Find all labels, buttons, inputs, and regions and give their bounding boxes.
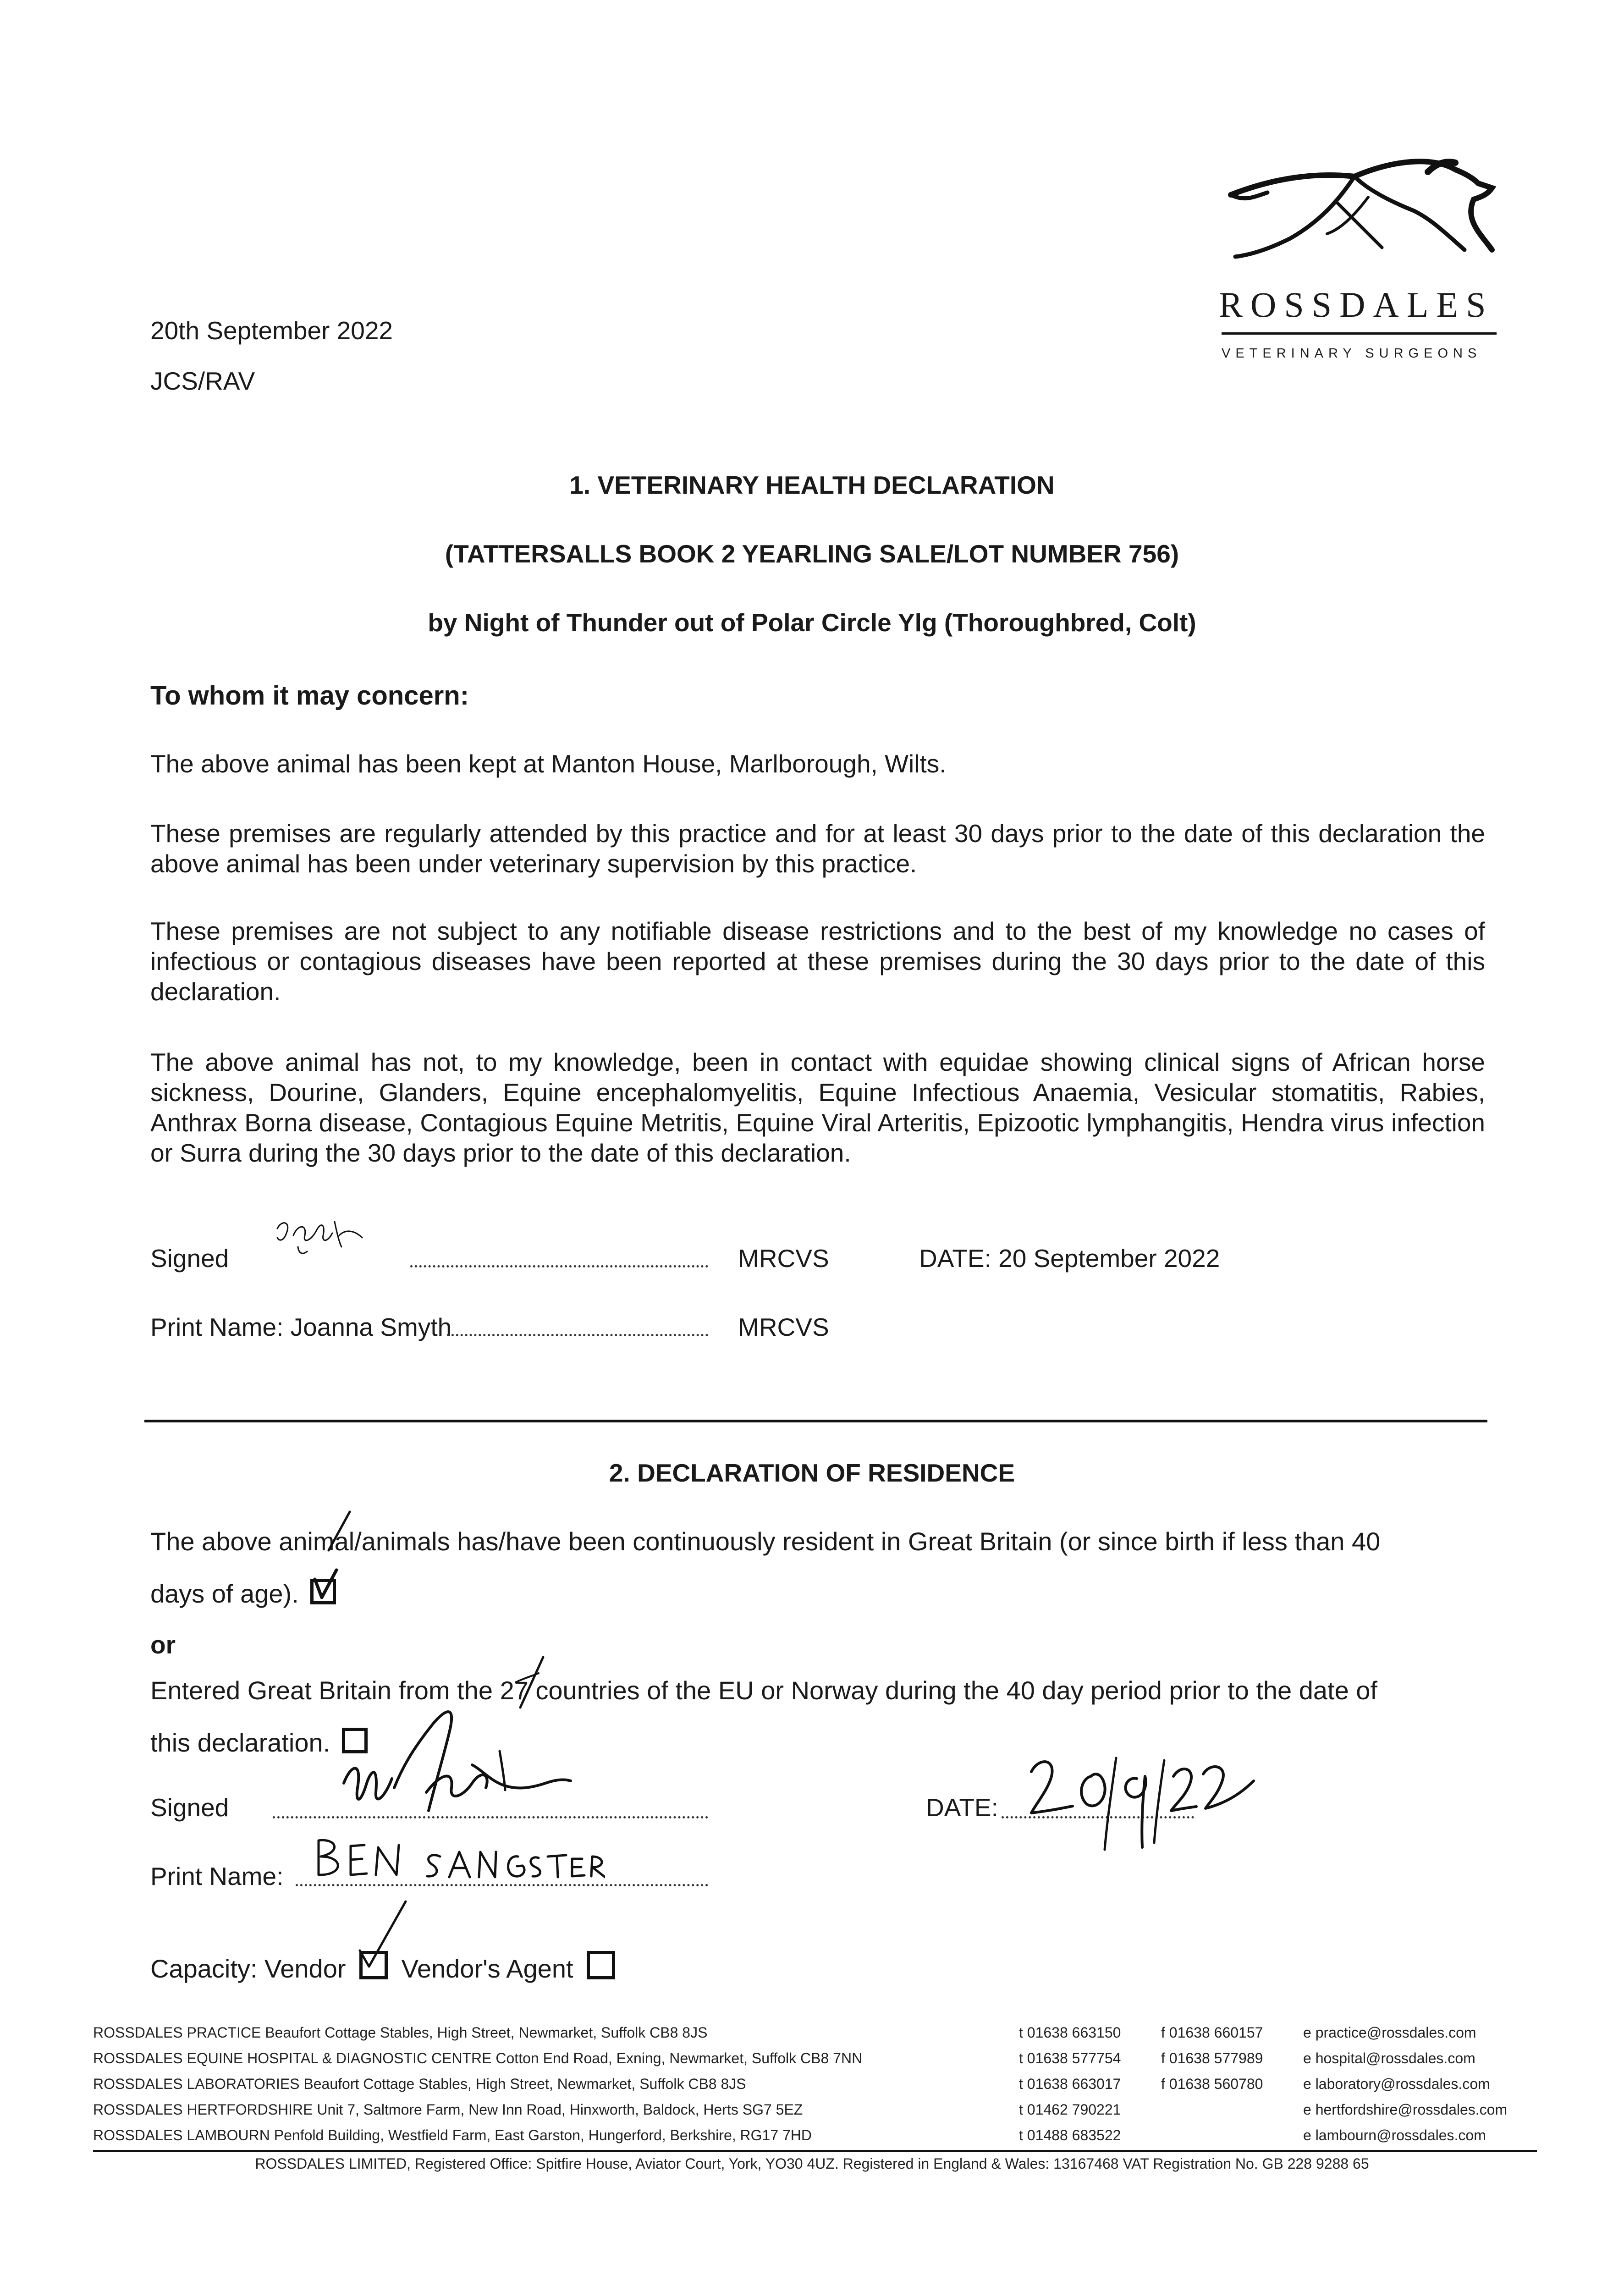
signed-label: Signed	[150, 1244, 229, 1273]
logo-wordmark: ROSSDALES	[1219, 285, 1494, 325]
section1-title: 1. VETERINARY HEALTH DECLARATION	[569, 471, 1055, 499]
logo-divider	[1222, 332, 1497, 335]
office-name: ROSSDALES LABORATORIES Beaufort Cottage Stables, High Street, Newmarket, Suffolk CB8 8JS	[93, 2076, 746, 2092]
mrcvs-label: MRCVS	[738, 1244, 829, 1273]
office-tel: t 01638 663017	[1019, 2076, 1121, 2092]
horse-logo-icon	[1217, 151, 1501, 289]
declaration-date: DATE: 20 September 2022	[919, 1244, 1220, 1273]
logo-tagline: VETERINARY SURGEONS	[1222, 346, 1482, 361]
entered-line-2-text: this declaration.	[150, 1728, 330, 1757]
paragraph-contact: The above animal has not, to my knowledge, been in contact with equidae showing clinical signs of African horse sickness, Dourine, Glanders, Equine encephalomyelitis, Equine Infectious Anaemia, Vesicular stomatitis, Rabies, Anthrax Borna disease, Contagious Equine Metritis, Equine Viral Arteritis, Epizootic lymphangitis, Hendra virus infection or Surra during the 30 days prior to the date of this declaration.	[150, 1048, 1485, 1167]
print-name-line	[447, 1334, 708, 1336]
office-fax: f 01638 660157	[1161, 2024, 1263, 2041]
agent-checkbox[interactable]	[587, 1951, 615, 1979]
section1-subtitle: (TATTERSALLS BOOK 2 YEARLING SALE/LOT NUMBER 756)	[445, 540, 1179, 568]
office-fax: f 01638 577989	[1161, 2050, 1263, 2066]
section2-signed-label: Signed	[150, 1793, 229, 1822]
section2-title: 2. DECLARATION OF RESIDENCE	[609, 1459, 1015, 1487]
office-fax: f 01638 560780	[1161, 2076, 1263, 2092]
office-name: ROSSDALES PRACTICE Beaufort Cottage Stables, High Street, Newmarket, Suffolk CB8 8JS	[93, 2024, 708, 2041]
paragraph-supervision: These premises are regularly attended by this practice and for at least 30 days prior to the date of this declaration the above animal has been under veterinary supervision by this practice.	[150, 819, 1485, 878]
vet-signature	[270, 1215, 371, 1265]
office-tel: t 01638 663150	[1019, 2024, 1121, 2041]
handwritten-vendor-name	[312, 1831, 605, 1886]
office-name: ROSSDALES EQUINE HOSPITAL & DIAGNOSTIC CENTRE Cotton End Road, Exning, Newmarket, Suffolk CB8 7NN	[93, 2050, 863, 2066]
office-email: e hertfordshire@rossdales.com	[1303, 2101, 1508, 2118]
paragraph-premises: These premises are not subject to any notifiable disease restrictions and to the best of my knowledge no cases of infectious or contagious diseases have been reported at these premises during the 30 days prior to the date of this declaration.	[150, 917, 1485, 1006]
office-email: e hospital@rossdales.com	[1303, 2050, 1475, 2066]
vendor-signature	[335, 1696, 573, 1834]
office-name: ROSSDALES LAMBOURN Penfold Building, Westfield Farm, East Garston, Hungerford, Berkshire, RG17 7HD	[93, 2127, 812, 2143]
letter-reference: JCS/RAV	[150, 367, 255, 395]
vendors-agent-label: Vendor's Agent	[401, 1954, 573, 1983]
section2-print-name-label: Print Name:	[150, 1862, 284, 1890]
section2-date-label: DATE:	[926, 1793, 998, 1822]
print-name: Print Name: Joanna Smyth	[150, 1313, 452, 1341]
horse-description: by Night of Thunder out of Polar Circle Ylg (Thoroughbred, Colt)	[428, 608, 1196, 637]
vendor-checkbox-tick	[355, 1898, 410, 1971]
section-divider	[144, 1420, 1487, 1422]
office-tel: t 01462 790221	[1019, 2101, 1121, 2118]
capacity-vendor-label: Capacity: Vendor	[150, 1954, 346, 1983]
office-email: e lambourn@rossdales.com	[1303, 2127, 1486, 2143]
strike-slash-animal	[323, 1508, 355, 1554]
paragraph-kept: The above animal has been kept at Manton House, Marlborough, Wilts.	[150, 749, 947, 778]
entered-line-1: Entered Great Britain from the 27 countries of the EU or Norway during the 40 day period prior to the date of	[150, 1676, 1378, 1705]
resident-checkbox-tick	[308, 1565, 345, 1602]
rossdales-logo	[1217, 151, 1501, 371]
office-tel: t 01488 683522	[1019, 2127, 1121, 2143]
office-tel: t 01638 577754	[1019, 2050, 1121, 2066]
office-email: e practice@rossdales.com	[1303, 2024, 1476, 2041]
office-email: e laboratory@rossdales.com	[1303, 2076, 1490, 2092]
or-separator: or	[150, 1631, 176, 1659]
handwritten-date	[1022, 1749, 1261, 1854]
mrcvs-label-2: MRCVS	[738, 1313, 829, 1341]
salutation: To whom it may concern:	[150, 681, 469, 711]
registered-office: ROSSDALES LIMITED, Registered Office: Spitfire House, Aviator Court, York, YO30 4UZ. Registered in England & Wales: 13167468 VAT Registration No. GB 228 9288 65	[255, 2155, 1369, 2172]
signature-line	[410, 1265, 708, 1267]
office-name: ROSSDALES HERTFORDSHIRE Unit 7, Saltmore Farm, New Inn Road, Hinxworth, Baldock, Herts SG7 5EZ	[93, 2101, 803, 2118]
residence-line-2-text: days of age).	[150, 1579, 299, 1608]
residence-line-1: The above animal/animals has/have been continuously resident in Great Britain (or since birth if less than 40	[150, 1527, 1381, 1556]
letter-date: 20th September 2022	[150, 316, 393, 345]
